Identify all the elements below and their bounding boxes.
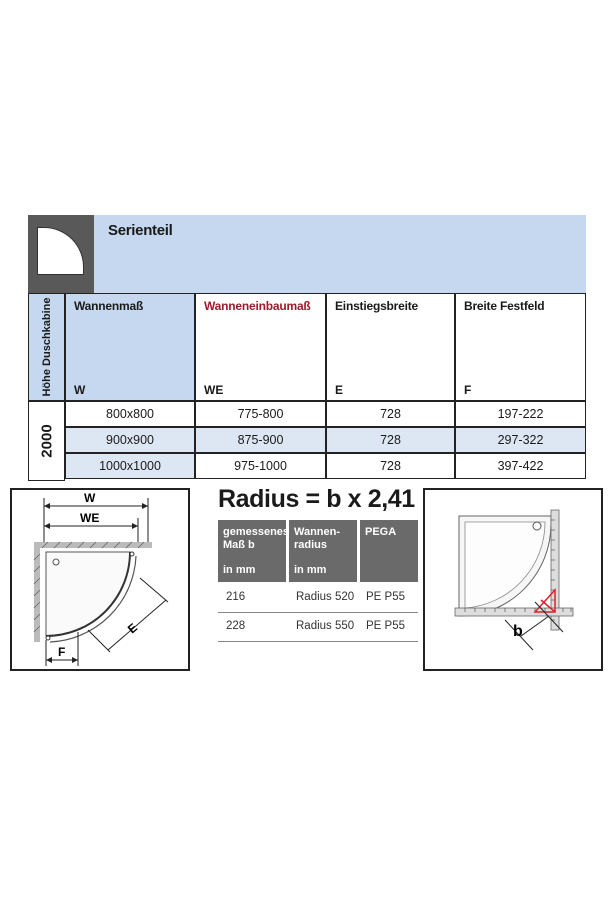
table-cell: 1000x1000: [65, 453, 195, 479]
table-cell: 900x900: [65, 427, 195, 453]
header-line: gemessenes: [223, 526, 290, 538]
label-e: E: [124, 620, 141, 637]
column-header-we: [195, 293, 326, 401]
spec-table-title: Serienteil: [108, 222, 173, 239]
label-b: b: [513, 623, 523, 640]
column-abbr: E: [335, 383, 344, 397]
label-f: F: [58, 645, 66, 659]
column-header-w: [65, 293, 195, 401]
table-cell: Radius 550: [296, 620, 355, 632]
spec-table-title-bar: [94, 215, 586, 293]
column-abbr: F: [464, 383, 472, 397]
table-cell: 875-900: [195, 427, 326, 453]
column-label: Breite Festfeld: [464, 299, 545, 313]
radius-formula: Radius = b x 2,41: [218, 485, 415, 513]
measurement-drawing-svg: [425, 490, 601, 669]
header-unit: in mm: [294, 564, 327, 576]
column-label: Wanneneinbaumaß: [204, 299, 311, 313]
table-cell: 728: [326, 401, 455, 427]
measurement-drawing: [423, 488, 603, 671]
radius-table-header: [360, 520, 418, 582]
table-cell: 728: [326, 453, 455, 479]
radius-table-header: [218, 520, 290, 582]
height-cell: [28, 401, 65, 481]
row-header-label: [41, 297, 53, 396]
row-header-text: Höhe Duschkabine: [40, 297, 53, 397]
quarter-round-shape-icon: [28, 215, 94, 293]
column-header-f: [455, 293, 586, 401]
header-unit: in mm: [223, 564, 256, 576]
table-cell: Radius 520: [296, 591, 355, 603]
column-label: Einstiegsbreite: [335, 299, 419, 313]
table-cell: PE P55: [366, 591, 405, 603]
row-header-cell: [28, 293, 65, 401]
header-line: Wannen-: [294, 526, 341, 538]
table-cell: 728: [326, 427, 455, 453]
header-line: Maß b: [223, 539, 255, 551]
label-w: W: [84, 491, 96, 505]
row-divider: [218, 641, 418, 642]
table-cell: 975-1000: [195, 453, 326, 479]
table-cell: 775-800: [195, 401, 326, 427]
column-label: Wannenmaß: [74, 299, 144, 313]
header-line: PEGA: [365, 526, 397, 538]
table-cell: 197-222: [455, 401, 586, 427]
table-cell: 397-422: [455, 453, 586, 479]
dimension-drawing-svg: [12, 490, 188, 669]
label-we: WE: [80, 511, 100, 525]
radius-table-header: [289, 520, 357, 582]
column-header-e: [326, 293, 455, 401]
column-abbr: WE: [204, 383, 224, 397]
table-cell: 297-322: [455, 427, 586, 453]
spec-table: [28, 215, 586, 481]
height-value: 2000: [38, 424, 55, 458]
dimension-drawing: [10, 488, 190, 671]
column-abbr: W: [74, 383, 86, 397]
header-line: radius: [294, 539, 328, 551]
table-cell: 800x800: [65, 401, 195, 427]
table-cell: PE P55: [366, 620, 405, 632]
table-cell: 228: [226, 620, 246, 632]
table-cell: 216: [226, 591, 246, 603]
